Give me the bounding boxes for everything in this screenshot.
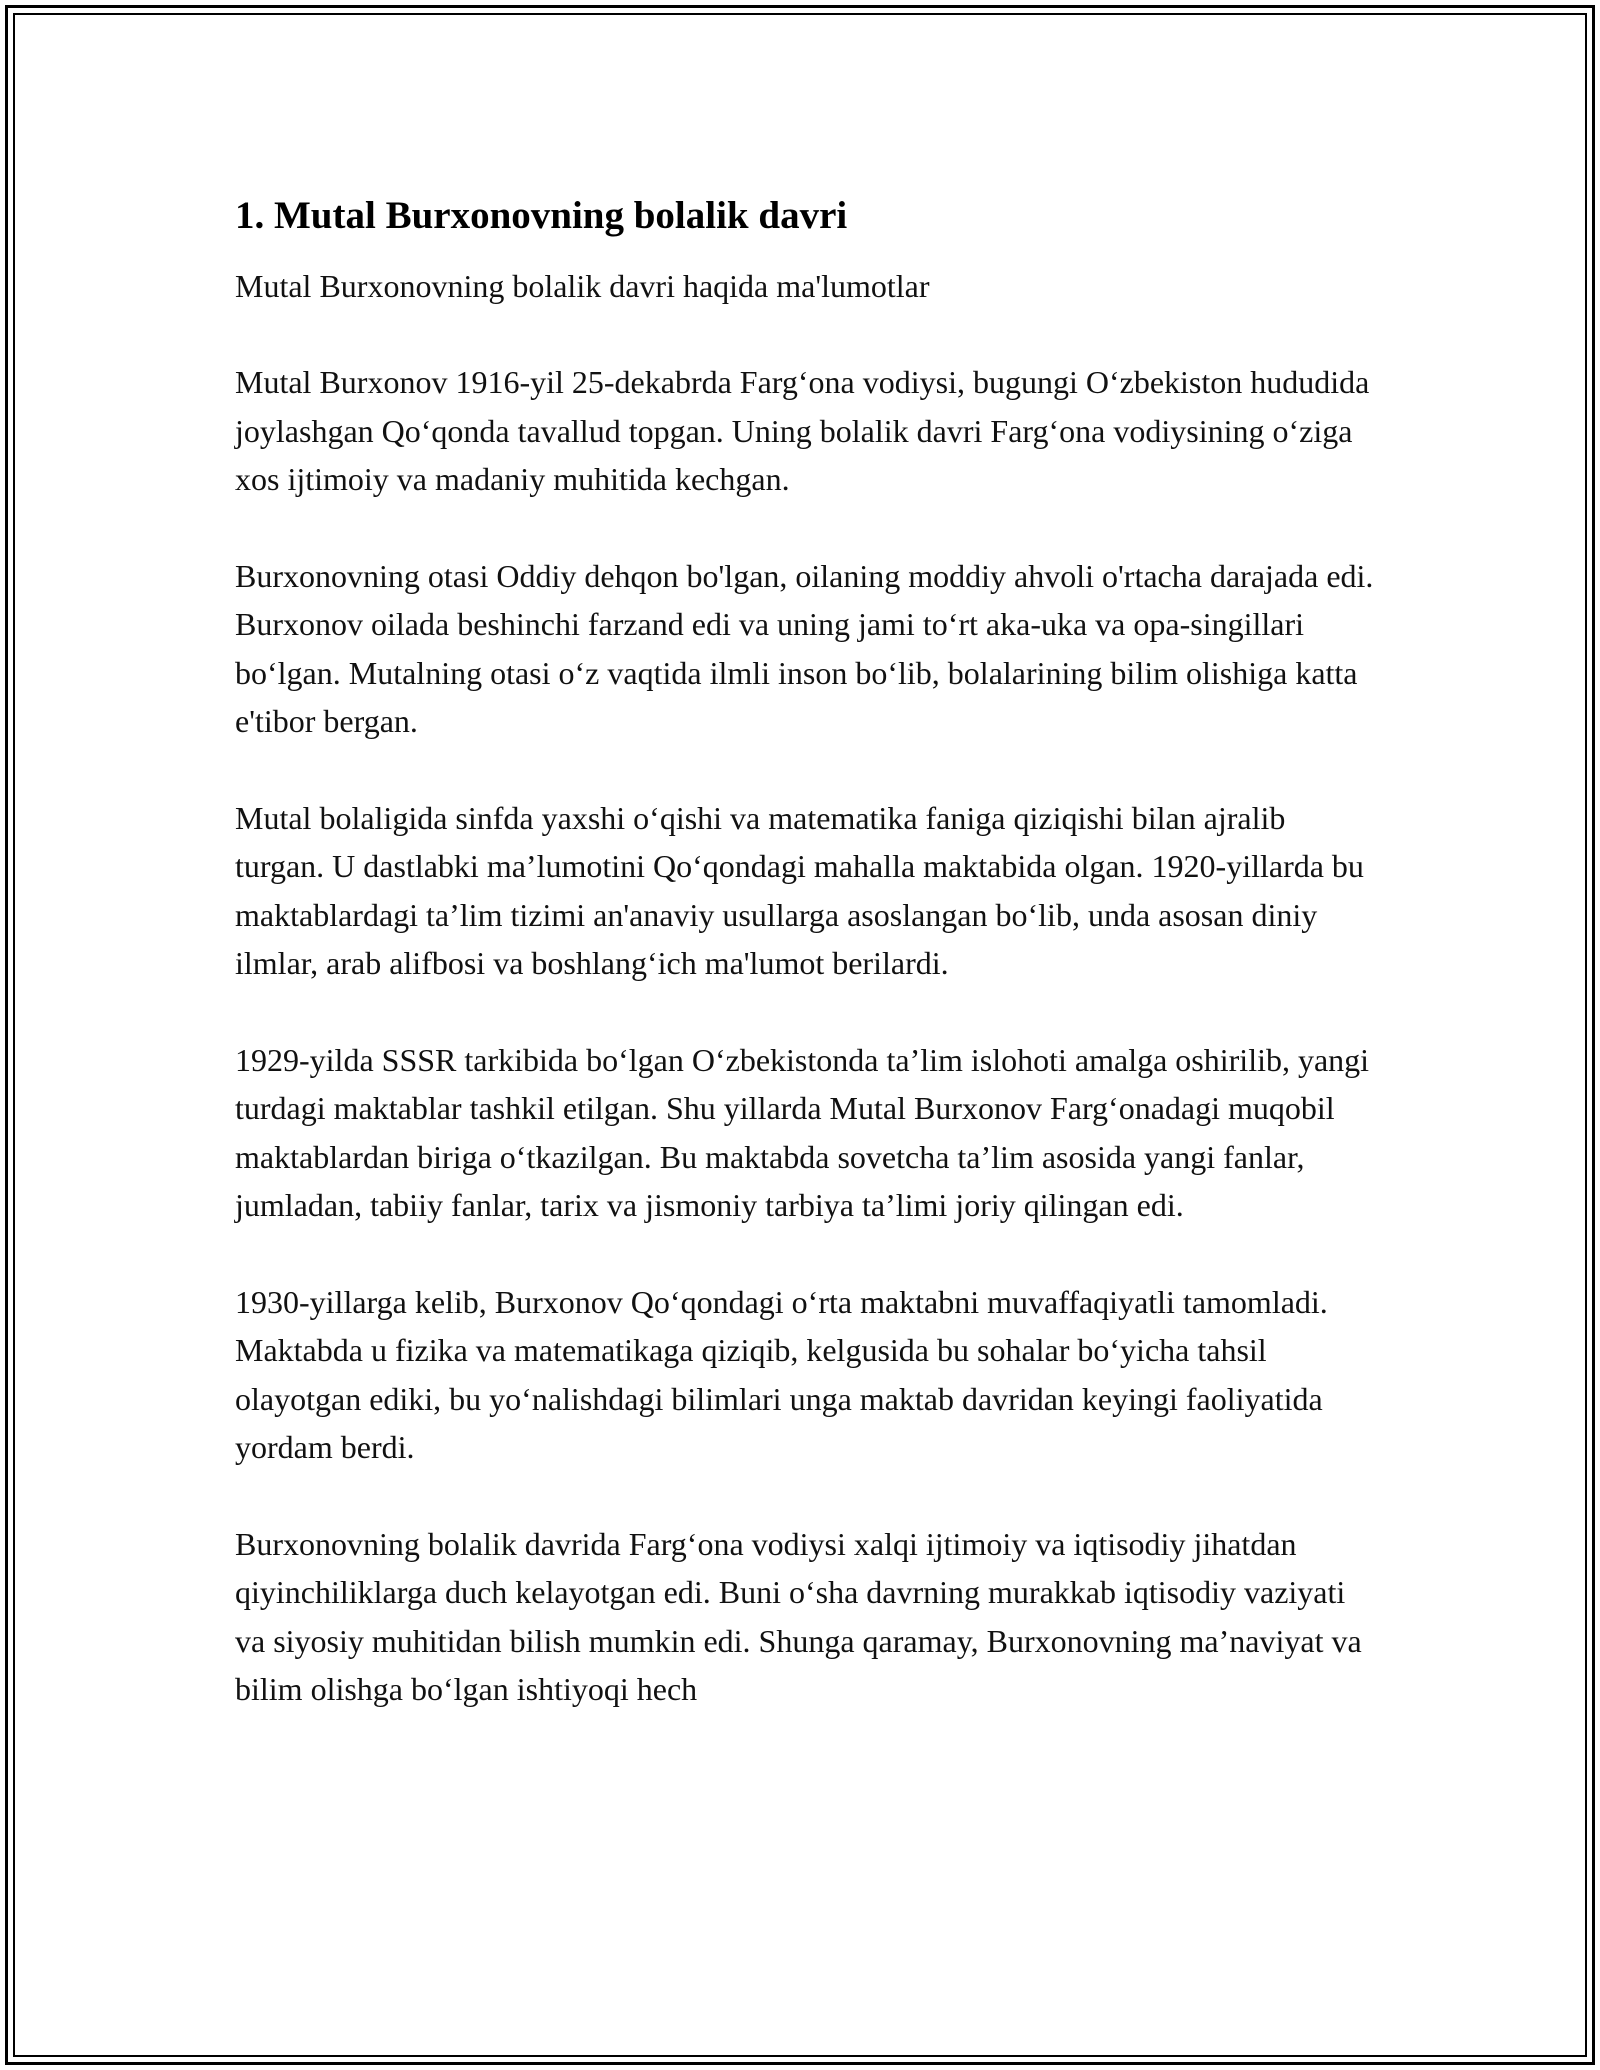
paragraph-6: Burxonovning bolalik davrida Farg‘ona vodiysi xalqi ijtimoiy va iqtisodiy jihatdan qiyinchiliklarga duch kelayotgan edi. Buni o‘sha davrning murakkab iqtisodiy vaziyati va siyosiy muhitidan bilish mumkin edi. Shunga qaramay, Burxonovning ma’naviyat va bilim olishga bo‘lgan ishtiyoqi hech (235, 1525, 1362, 1707)
paragraph-5: 1930-yillarga kelib, Burxonov Qo‘qondagi o‘rta maktabni muvaffaqiyatli tamomladi. Maktabda u fizika va matematikaga qiziqib, kelgusida bu sohalar bo‘yicha tahsil olayotgan ediki, bu yo‘nalishdagi bilimlari unga maktab davridan keyingi faoliyatida yordam berdi. (235, 1283, 1328, 1465)
paragraph-2: Burxonovning otasi Oddiy dehqon bo'lgan, oilaning moddiy ahvoli o'rtacha darajada edi. Burxonov oilada beshinchi farzand edi va uning jami to‘rt aka-uka va opa-singillari bo‘lgan. Mutalning otasi o‘z vaqtida ilmli inson bo‘lib, bolalarining bilim olishiga katta e'tibor bergan. (235, 557, 1374, 739)
document-body (235, 190, 1375, 1714)
paragraph-1: Mutal Burxonov 1916-yil 25-dekabrda Farg‘ona vodiysi, bugungi O‘zbekiston hududida joylashgan Qo‘qonda tavallud topgan. Uning bolalik davri Farg‘ona vodiysining o‘ziga xos ijtimoiy va madaniy muhitida kechgan. (235, 364, 1370, 497)
paragraph-3: Mutal bolaligida sinfda yaxshi o‘qishi va matematika faniga qiziqishi bilan ajralib turgan. U dastlabki ma’lumotini Qo‘qondagi mahalla maktabida olgan. 1920-yillarda bu maktablardagi ta’lim tizimi an'anaviy usullarga asoslangan bo‘lib, unda asosan diniy ilmlar, arab alifbosi va boshlang‘ich ma'lumot berilardi. (235, 799, 1364, 981)
section-subtitle: Mutal Burxonovning bolalik davri haqida ma'lumotlar (235, 268, 930, 304)
section-heading: 1. Mutal Burxonovning bolalik davri (235, 194, 848, 237)
paragraph-4: 1929-yilda SSSR tarkibida bo‘lgan O‘zbekistonda ta’lim islohoti amalga oshirilib, yangi turdagi maktablar tashkil etilgan. Shu yillarda Mutal Burxonov Farg‘onadagi muqobil maktablardan biriga o‘tkazilgan. Bu maktabda sovetcha ta’lim asosida yangi fanlar, jumladan, tabiiy fanlar, tarix va jismoniy tarbiya ta’limi joriy qilingan edi. (235, 1041, 1370, 1223)
